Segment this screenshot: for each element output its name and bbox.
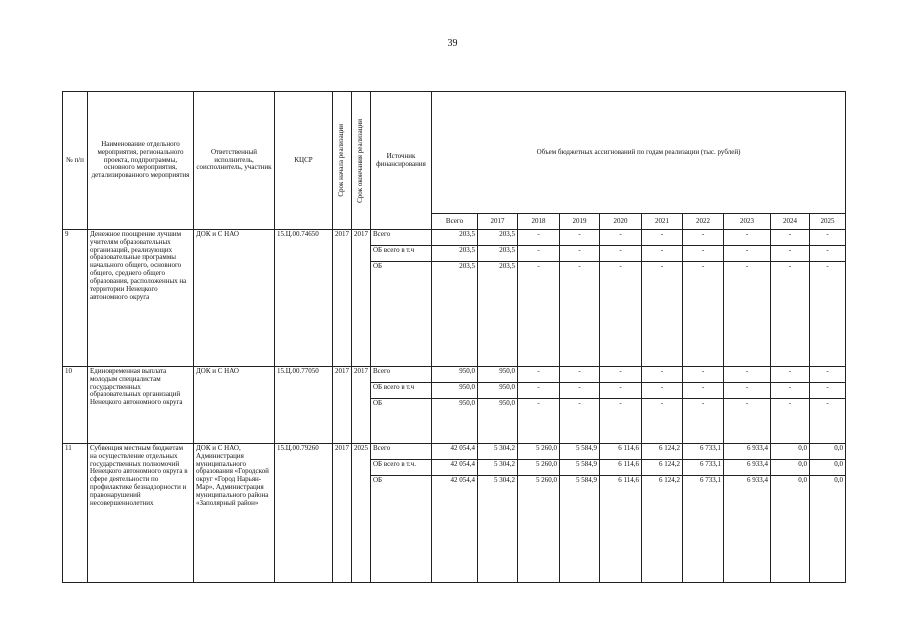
- cell-value: -: [724, 262, 771, 367]
- cell-value: -: [642, 262, 683, 367]
- cell-value: -: [771, 383, 810, 399]
- cell-value: 42 054,4: [432, 460, 478, 476]
- cell-responsible: ДОК и С НАО: [194, 230, 275, 367]
- cell-value: 5 304,2: [478, 476, 518, 583]
- cell-source: Всего: [371, 367, 432, 383]
- cell-value: 6 733,1: [683, 476, 724, 583]
- cell-value: 5 584,9: [560, 476, 600, 583]
- cell-value: 0,0: [810, 476, 846, 583]
- cell-value: -: [771, 262, 810, 367]
- cell-value: -: [642, 399, 683, 444]
- cell-value: -: [724, 399, 771, 444]
- year-header: 2019: [560, 214, 600, 230]
- cell-value: -: [518, 383, 560, 399]
- header-volume: Объем бюджетных ассигнований по годам реализации (тыс. рублей): [432, 92, 846, 214]
- cell-source: ОБ всего в т.ч: [371, 246, 432, 262]
- year-header: 2017: [478, 214, 518, 230]
- cell-start: 2017: [333, 444, 352, 583]
- year-header: 2018: [518, 214, 560, 230]
- cell-name: Единовременная выплата молодым специалистам государственных образовательных организаций Ненецкого автономного округа: [88, 367, 194, 444]
- cell-value: -: [560, 399, 600, 444]
- cell-value: 203,5: [478, 262, 518, 367]
- cell-value: 6 124,2: [642, 460, 683, 476]
- table-body: [63, 230, 846, 583]
- cell-value: 0,0: [810, 444, 846, 460]
- cell-value: 6 124,2: [642, 476, 683, 583]
- cell-value: 6 933,4: [724, 476, 771, 583]
- cell-value: -: [600, 399, 642, 444]
- cell-value: -: [600, 230, 642, 246]
- cell-value: 203,5: [478, 246, 518, 262]
- cell-value: 950,0: [432, 383, 478, 399]
- cell-responsible: ДОК и С НАО, Администрация муниципального образования «Городской округ «Город Нарьян-Мар», Администрация муниципального района «Заполярный район»: [194, 444, 275, 583]
- cell-value: -: [600, 246, 642, 262]
- header-start: Срок начала реализации: [337, 124, 346, 197]
- cell-value: -: [683, 246, 724, 262]
- cell-num: 11: [63, 444, 88, 583]
- cell-value: -: [683, 230, 724, 246]
- cell-value: -: [560, 230, 600, 246]
- cell-value: 5 260,0: [518, 444, 560, 460]
- cell-value: 0,0: [771, 444, 810, 460]
- cell-start: 2017: [333, 367, 352, 444]
- cell-value: -: [683, 262, 724, 367]
- cell-value: -: [642, 367, 683, 383]
- cell-kcsr: 15.Ц.00.79260: [275, 444, 333, 583]
- header-end: Срок окончания реализации: [356, 118, 365, 203]
- cell-value: -: [810, 383, 846, 399]
- cell-value: 950,0: [478, 367, 518, 383]
- cell-value: -: [771, 399, 810, 444]
- cell-value: -: [642, 246, 683, 262]
- cell-source: Всего: [371, 444, 432, 460]
- cell-value: -: [600, 367, 642, 383]
- cell-kcsr: 15.Ц.00.77050: [275, 367, 333, 444]
- budget-table: [62, 91, 846, 583]
- cell-num: 10: [63, 367, 88, 444]
- cell-value: -: [518, 367, 560, 383]
- cell-responsible: ДОК и С НАО: [194, 367, 275, 444]
- cell-value: 950,0: [478, 383, 518, 399]
- page-number: 39: [447, 38, 458, 49]
- table-row: [63, 230, 846, 246]
- cell-value: 6 124,2: [642, 444, 683, 460]
- cell-value: 6 933,4: [724, 460, 771, 476]
- header-responsible: Ответственный исполнитель, соисполнитель, участник: [194, 92, 275, 230]
- cell-value: 203,5: [432, 262, 478, 367]
- cell-value: 950,0: [478, 399, 518, 444]
- cell-value: 6 114,6: [600, 460, 642, 476]
- cell-value: 5 260,0: [518, 460, 560, 476]
- cell-value: 6 733,1: [683, 444, 724, 460]
- cell-value: 0,0: [771, 460, 810, 476]
- cell-value: -: [810, 230, 846, 246]
- cell-value: -: [810, 399, 846, 444]
- cell-value: -: [518, 230, 560, 246]
- cell-value: 203,5: [478, 230, 518, 246]
- cell-value: 6 933,4: [724, 444, 771, 460]
- cell-value: -: [810, 262, 846, 367]
- cell-value: -: [518, 246, 560, 262]
- cell-value: -: [724, 367, 771, 383]
- year-header: Всего: [432, 214, 478, 230]
- year-header: 2022: [683, 214, 724, 230]
- cell-value: 5 584,9: [560, 444, 600, 460]
- cell-value: -: [560, 262, 600, 367]
- cell-value: 203,5: [432, 246, 478, 262]
- cell-value: -: [724, 383, 771, 399]
- year-header: 2024: [771, 214, 810, 230]
- cell-value: 6 733,1: [683, 460, 724, 476]
- cell-start: 2017: [333, 230, 352, 367]
- cell-value: -: [600, 383, 642, 399]
- cell-value: -: [642, 383, 683, 399]
- cell-source: ОБ: [371, 399, 432, 444]
- cell-value: 203,5: [432, 230, 478, 246]
- cell-name: Субвенция местным бюджетам на осуществление отдельных государственных полномочий Ненецкого автономного округа в сфере деятельности по профилактике безнадзорности и правонарушений несовершеннолетних: [88, 444, 194, 583]
- cell-value: 0,0: [771, 476, 810, 583]
- year-header: 2020: [600, 214, 642, 230]
- cell-value: 42 054,4: [432, 444, 478, 460]
- cell-value: -: [724, 246, 771, 262]
- year-header: 2025: [810, 214, 846, 230]
- cell-source: Всего: [371, 230, 432, 246]
- cell-name: Денежное поощрение лучшим учителям образовательных организаций, реализующих образовательные программы начального общего, основного общего, среднего общего образования, расположенных на территории Ненецкого автономного округа: [88, 230, 194, 367]
- year-header: 2023: [724, 214, 771, 230]
- cell-value: -: [771, 230, 810, 246]
- cell-kcsr: 15.Ц.00.74650: [275, 230, 333, 367]
- cell-value: -: [683, 399, 724, 444]
- cell-source: ОБ: [371, 262, 432, 367]
- header-kcsr: КЦСР: [275, 92, 333, 230]
- cell-value: 950,0: [432, 399, 478, 444]
- cell-value: -: [724, 230, 771, 246]
- cell-value: 6 114,6: [600, 476, 642, 583]
- cell-value: 5 304,2: [478, 460, 518, 476]
- cell-value: 0,0: [810, 460, 846, 476]
- cell-source: ОБ всего в т.ч.: [371, 460, 432, 476]
- cell-value: -: [518, 262, 560, 367]
- cell-value: -: [771, 367, 810, 383]
- cell-end: 2017: [352, 230, 371, 367]
- cell-value: 5 304,2: [478, 444, 518, 460]
- year-header: 2021: [642, 214, 683, 230]
- header-name: Наименование отдельного мероприятия, регионального проекта, подпрограммы, основного мероприятия, детализированного мероприятия: [88, 92, 194, 230]
- cell-value: 5 584,9: [560, 460, 600, 476]
- cell-value: -: [560, 246, 600, 262]
- header-source: Источник финансирования: [371, 92, 432, 230]
- cell-value: -: [810, 246, 846, 262]
- cell-end: 2025: [352, 444, 371, 583]
- table-row: [63, 444, 846, 460]
- cell-source: ОБ: [371, 476, 432, 583]
- header-num: № п/п: [63, 92, 88, 230]
- cell-value: 42 054,4: [432, 476, 478, 583]
- cell-num: 9: [63, 230, 88, 367]
- cell-value: -: [642, 230, 683, 246]
- cell-end: 2017: [352, 367, 371, 444]
- cell-value: -: [810, 367, 846, 383]
- cell-source: ОБ всего в т.ч: [371, 383, 432, 399]
- cell-value: 5 260,0: [518, 476, 560, 583]
- cell-value: -: [771, 246, 810, 262]
- cell-value: -: [683, 383, 724, 399]
- cell-value: -: [518, 399, 560, 444]
- cell-value: 950,0: [432, 367, 478, 383]
- cell-value: -: [560, 367, 600, 383]
- table-row: [63, 367, 846, 383]
- cell-value: -: [683, 367, 724, 383]
- cell-value: -: [560, 383, 600, 399]
- cell-value: 6 114,6: [600, 444, 642, 460]
- cell-value: -: [600, 262, 642, 367]
- header-row: [63, 92, 846, 214]
